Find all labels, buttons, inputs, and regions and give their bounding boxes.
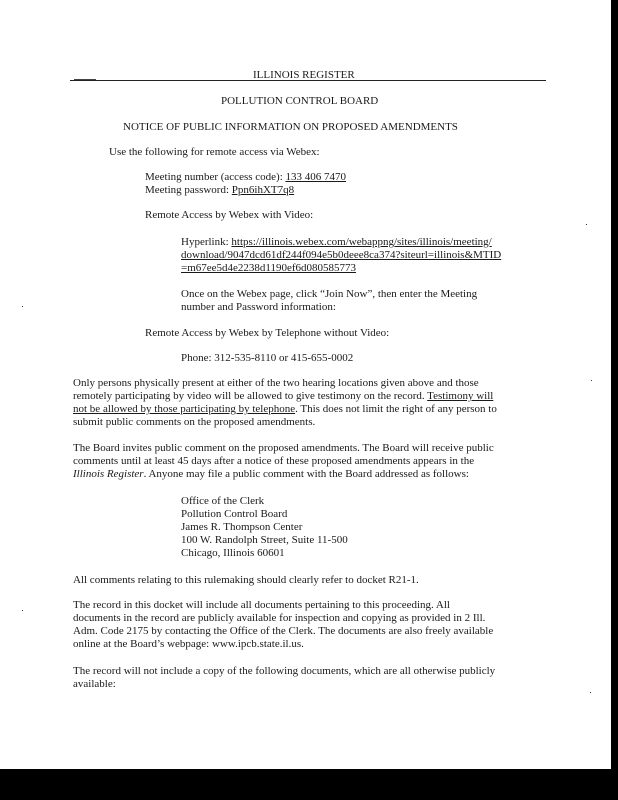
comment-para-line-2: comments until at least 45 days after a notice of these proposed amendments appears in the	[73, 455, 475, 467]
record-para-line-2: documents in the record are publicly available for inspection and copying as provided in 2 Ill.	[73, 612, 486, 624]
telephone-access-label: Remote Access by Webex by Telephone without Video:	[145, 327, 390, 339]
webex-url-part-2[interactable]: download/9047dcd61df244f094e5b0deee8ca374?siteurl=illinois&MTID	[181, 249, 502, 261]
address-line-2: Pollution Control Board	[181, 508, 288, 520]
scan-speck	[22, 610, 23, 611]
address-line-1: Office of the Clerk	[181, 495, 265, 507]
join-instructions-line-2: number and Password information:	[181, 301, 336, 313]
docket-line: All comments relating to this rulemaking should clearly refer to docket R21-1.	[73, 574, 419, 586]
testimony-emphasis-1: Testimony will	[427, 390, 494, 402]
address-line-4: 100 W. Randolph Street, Suite 11-500	[181, 534, 348, 546]
meeting-number: 133 406 7470	[285, 171, 346, 183]
scan-speck	[590, 692, 591, 693]
testimony-emphasis-2: not be allowed by those participating by telephone	[73, 403, 296, 415]
address-line-5: Chicago, Illinois 60601	[181, 547, 285, 559]
copy-para-line-2: available:	[73, 678, 116, 690]
meeting-password-label: Meeting password:	[145, 184, 232, 196]
scan-speck	[591, 380, 592, 381]
testimony-para-line-4: submit public comments on the proposed amendments.	[73, 416, 316, 428]
webex-url-part-1[interactable]: https://illinois.webex.com/webappng/sites/illinois/meeting/	[231, 236, 492, 248]
record-para-line-3: Adm. Code 2175 by contacting the Office of the Clerk. The documents are also freely available	[73, 625, 494, 637]
testimony-para-line-3	[73, 403, 497, 416]
webex-url-part-3[interactable]: =m67ee5d4e2238d1190ef6d080585773	[181, 262, 357, 274]
meeting-password: Ppn6ihXT7q8	[231, 184, 295, 196]
comment-para-text: . Anyone may file a public comment with the Board addressed as follows:	[143, 468, 469, 480]
notice-title: NOTICE OF PUBLIC INFORMATION ON PROPOSED AMENDMENTS	[123, 121, 458, 133]
meeting-number-line	[145, 171, 346, 184]
illinois-register-italic: Illinois Register	[73, 468, 144, 480]
scan-edge-gap	[608, 0, 611, 800]
hyperlink-label: Hyperlink:	[181, 236, 232, 248]
scan-bottom-edge	[0, 769, 618, 800]
comment-para-line-3	[73, 468, 469, 481]
record-para-line-1: The record in this docket will include all documents pertaining to this proceeding. All	[73, 599, 450, 611]
copy-para-line-1: The record will not include a copy of the following documents, which are all otherwise publicly	[73, 665, 496, 677]
meeting-password-line	[145, 184, 294, 197]
testimony-para-text: remotely participating by video will be allowed to give testimony on the record.	[73, 390, 428, 402]
hyperlink-line-1	[181, 236, 492, 249]
meeting-number-label: Meeting number (access code):	[145, 171, 286, 183]
testimony-para-text-2: . This does not limit the right of any person to	[295, 403, 497, 415]
board-title: POLLUTION CONTROL BOARD	[221, 95, 379, 107]
record-para-line-4: online at the Board’s webpage: www.ipcb.state.il.us.	[73, 638, 304, 650]
intro-line: Use the following for remote access via Webex:	[109, 146, 320, 158]
register-title: ILLINOIS REGISTER	[253, 69, 355, 81]
comment-para-line-1: The Board invites public comment on the proposed amendments. The Board will receive public	[73, 442, 494, 454]
scan-speck	[22, 306, 23, 307]
phone-numbers: Phone: 312-535-8110 or 415-655-0002	[181, 352, 354, 364]
testimony-para-line-2	[73, 390, 493, 403]
testimony-para-line-1: Only persons physically present at either of the two hearing locations given above and those	[73, 377, 479, 389]
scan-speck	[586, 224, 587, 225]
video-access-label: Remote Access by Webex with Video:	[145, 209, 314, 221]
join-instructions-line-1: Once on the Webex page, click “Join Now”, then enter the Meeting	[181, 288, 478, 300]
address-line-3: James R. Thompson Center	[181, 521, 303, 533]
